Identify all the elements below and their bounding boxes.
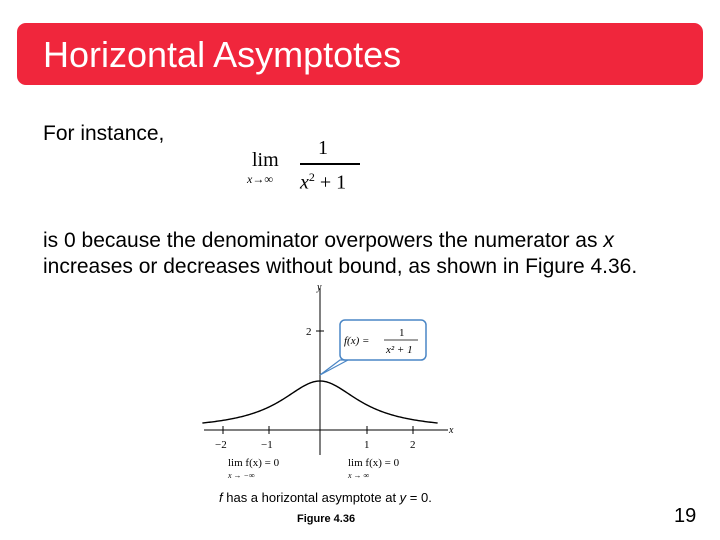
paragraph-part1: is 0 because the denominator overpowers the numerator as bbox=[43, 229, 598, 252]
left-limit-label: lim f(x) = 0 bbox=[228, 457, 280, 469]
fraction-denominator bbox=[300, 166, 346, 194]
left-limit-sub: x → −∞ bbox=[228, 471, 255, 480]
caption-var: f bbox=[219, 490, 223, 505]
lim-word: lim bbox=[252, 149, 279, 171]
fraction-numerator: 1 bbox=[318, 137, 328, 159]
x-tick-label: 2 bbox=[410, 439, 416, 451]
caption-var2: y bbox=[399, 490, 407, 505]
function-denominator: x² + 1 bbox=[386, 344, 413, 356]
intro-text: For instance, bbox=[43, 122, 165, 145]
figure-graph bbox=[198, 280, 468, 485]
figure-caption bbox=[219, 490, 432, 505]
page-number: 19 bbox=[674, 505, 697, 527]
x-axis-label: x bbox=[449, 425, 454, 436]
caption-text: has a horizontal asymptote at bbox=[222, 490, 400, 505]
denominator-var: x bbox=[300, 171, 309, 194]
x-tick-label: −1 bbox=[261, 439, 273, 451]
function-label: f(x) = bbox=[344, 335, 370, 347]
right-limit-label: lim f(x) = 0 bbox=[348, 457, 400, 469]
function-numerator: 1 bbox=[399, 327, 405, 339]
slide-title: Horizontal Asymptotes bbox=[43, 34, 402, 75]
lim-subscript: x→∞ bbox=[247, 172, 273, 186]
caption-text2: = 0. bbox=[406, 490, 432, 505]
y-axis-label: y bbox=[317, 282, 322, 293]
paragraph-part2: increases or decreases without bound, as shown in Figure 4.36. bbox=[43, 255, 638, 278]
x-tick-label: −2 bbox=[215, 439, 227, 451]
explanation-paragraph bbox=[43, 228, 693, 280]
denominator-exponent: 2 bbox=[308, 170, 315, 184]
figure-number-label: Figure 4.36 bbox=[297, 513, 356, 525]
limit-formula bbox=[246, 133, 366, 193]
x-tick-label: 1 bbox=[364, 439, 370, 451]
paragraph-var: x bbox=[603, 229, 614, 252]
title-bar bbox=[17, 23, 703, 85]
fraction-bar bbox=[300, 163, 360, 165]
callout-pointer bbox=[320, 360, 348, 375]
denominator-rest: + 1 bbox=[314, 171, 347, 194]
y-tick-label: 2 bbox=[306, 326, 312, 338]
right-limit-sub: x → ∞ bbox=[348, 471, 370, 480]
